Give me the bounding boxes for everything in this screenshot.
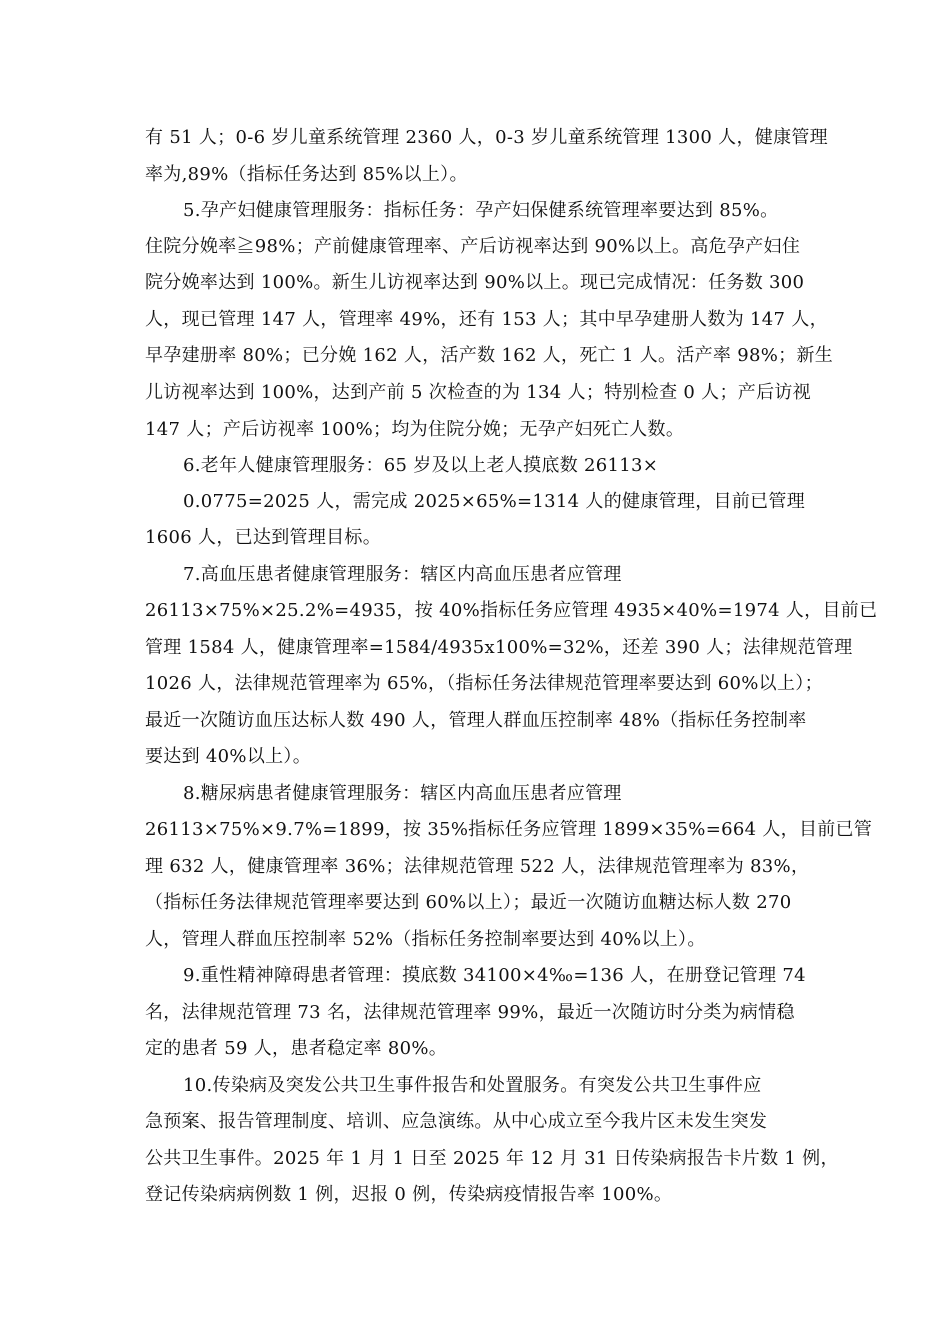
text-line: 147 人；产后访视率 100%；均为住院分娩；无孕产妇死亡人数。 bbox=[145, 419, 685, 440]
text-line: 急预案、报告管理制度、培训、应急演练。从中心成立至今我片区未发生突发 bbox=[145, 1111, 768, 1132]
text-line: 1606 人，已达到管理目标。 bbox=[145, 527, 382, 548]
text-line: 5.孕产妇健康管理服务：指标任务：孕产妇保健系统管理率要达到 85%。 bbox=[183, 200, 779, 221]
text-line: 公共卫生事件。2025 年 1 月 1 日至 2025 年 12 月 31 日传染病报告卡片数 1 例， bbox=[145, 1148, 839, 1169]
text-line: 7.高血压患者健康管理服务：辖区内高血压患者应管理 bbox=[183, 564, 622, 585]
text-line: 8.糖尿病患者健康管理服务：辖区内高血压患者应管理 bbox=[183, 783, 622, 804]
text-line: 理 632 人，健康管理率 36%；法律规范管理 522 人，法律规范管理率为 83%， bbox=[145, 856, 810, 877]
text-line: 名，法律规范管理 73 名，法律规范管理率 99%，最近一次随访时分类为病情稳 bbox=[145, 1002, 795, 1023]
text-line: 登记传染病病例数 1 例，迟报 0 例，传染病疫情报告率 100%。 bbox=[145, 1184, 673, 1205]
text-line: 儿访视率达到 100%，达到产前 5 次检查的为 134 人；特别检查 0 人；产后访视 bbox=[145, 382, 811, 403]
text-line: 26113×75%×25.2%=4935，按 40%指标任务应管理 4935×40%=1974 人，目前已 bbox=[145, 600, 878, 621]
text-line: 早孕建册率 80%；已分娩 162 人，活产数 162 人，死亡 1 人。活产率 98%；新生 bbox=[145, 345, 834, 366]
text-line: 人，现已管理 147 人，管理率 49%，还有 153 人；其中早孕建册人数为 147 人， bbox=[145, 309, 828, 330]
text-line: 1026 人，法律规范管理率为 65%，（指标任务法律规范管理率要达到 60%以上）； bbox=[145, 673, 823, 694]
text-line: 有 51 人；0-6 岁儿童系统管理 2360 人，0-3 岁儿童系统管理 1300 人，健康管理 bbox=[145, 127, 828, 148]
text-line: 管理 1584 人，健康管理率=1584/4935x100%=32%，还差 390 人；法律规范管理 bbox=[145, 637, 853, 658]
text-line: 9.重性精神障碍患者管理：摸底数 34100×4‰=136 人，在册登记管理 74 bbox=[183, 965, 806, 986]
text-line: 10.传染病及突发公共卫生事件报告和处置服务。有突发公共卫生事件应 bbox=[183, 1075, 762, 1096]
text-line: 26113×75%×9.7%=1899，按 35%指标任务应管理 1899×35%=664 人，目前已管 bbox=[145, 819, 873, 840]
text-line: 要达到 40%以上）。 bbox=[145, 746, 312, 767]
text-line: 人，管理人群血压控制率 52%（指标任务控制率要达到 40%以上）。 bbox=[145, 929, 706, 950]
text-line: 院分娩率达到 100%。新生儿访视率达到 90%以上。现已完成情况：任务数 300 bbox=[145, 272, 805, 293]
text-line: 最近一次随访血压达标人数 490 人，管理人群血压控制率 48%（指标任务控制率 bbox=[145, 710, 807, 731]
text-line: 0.0775=2025 人，需完成 2025×65%=1314 人的健康管理，目前已管理 bbox=[183, 491, 806, 512]
text-line: 6.老年人健康管理服务：65 岁及以上老人摸底数 26113× bbox=[183, 455, 659, 476]
text-line: （指标任务法律规范管理率要达到 60%以上）；最近一次随访血糖达标人数 270 bbox=[145, 892, 792, 913]
text-line: 住院分娩率≧98%；产前健康管理率、产后访视率达到 90%以上。高危孕产妇住 bbox=[145, 236, 801, 257]
text-line: 率为,89%（指标任务达到 85%以上）。 bbox=[145, 164, 468, 185]
text-line: 定的患者 59 人，患者稳定率 80%。 bbox=[145, 1038, 448, 1059]
